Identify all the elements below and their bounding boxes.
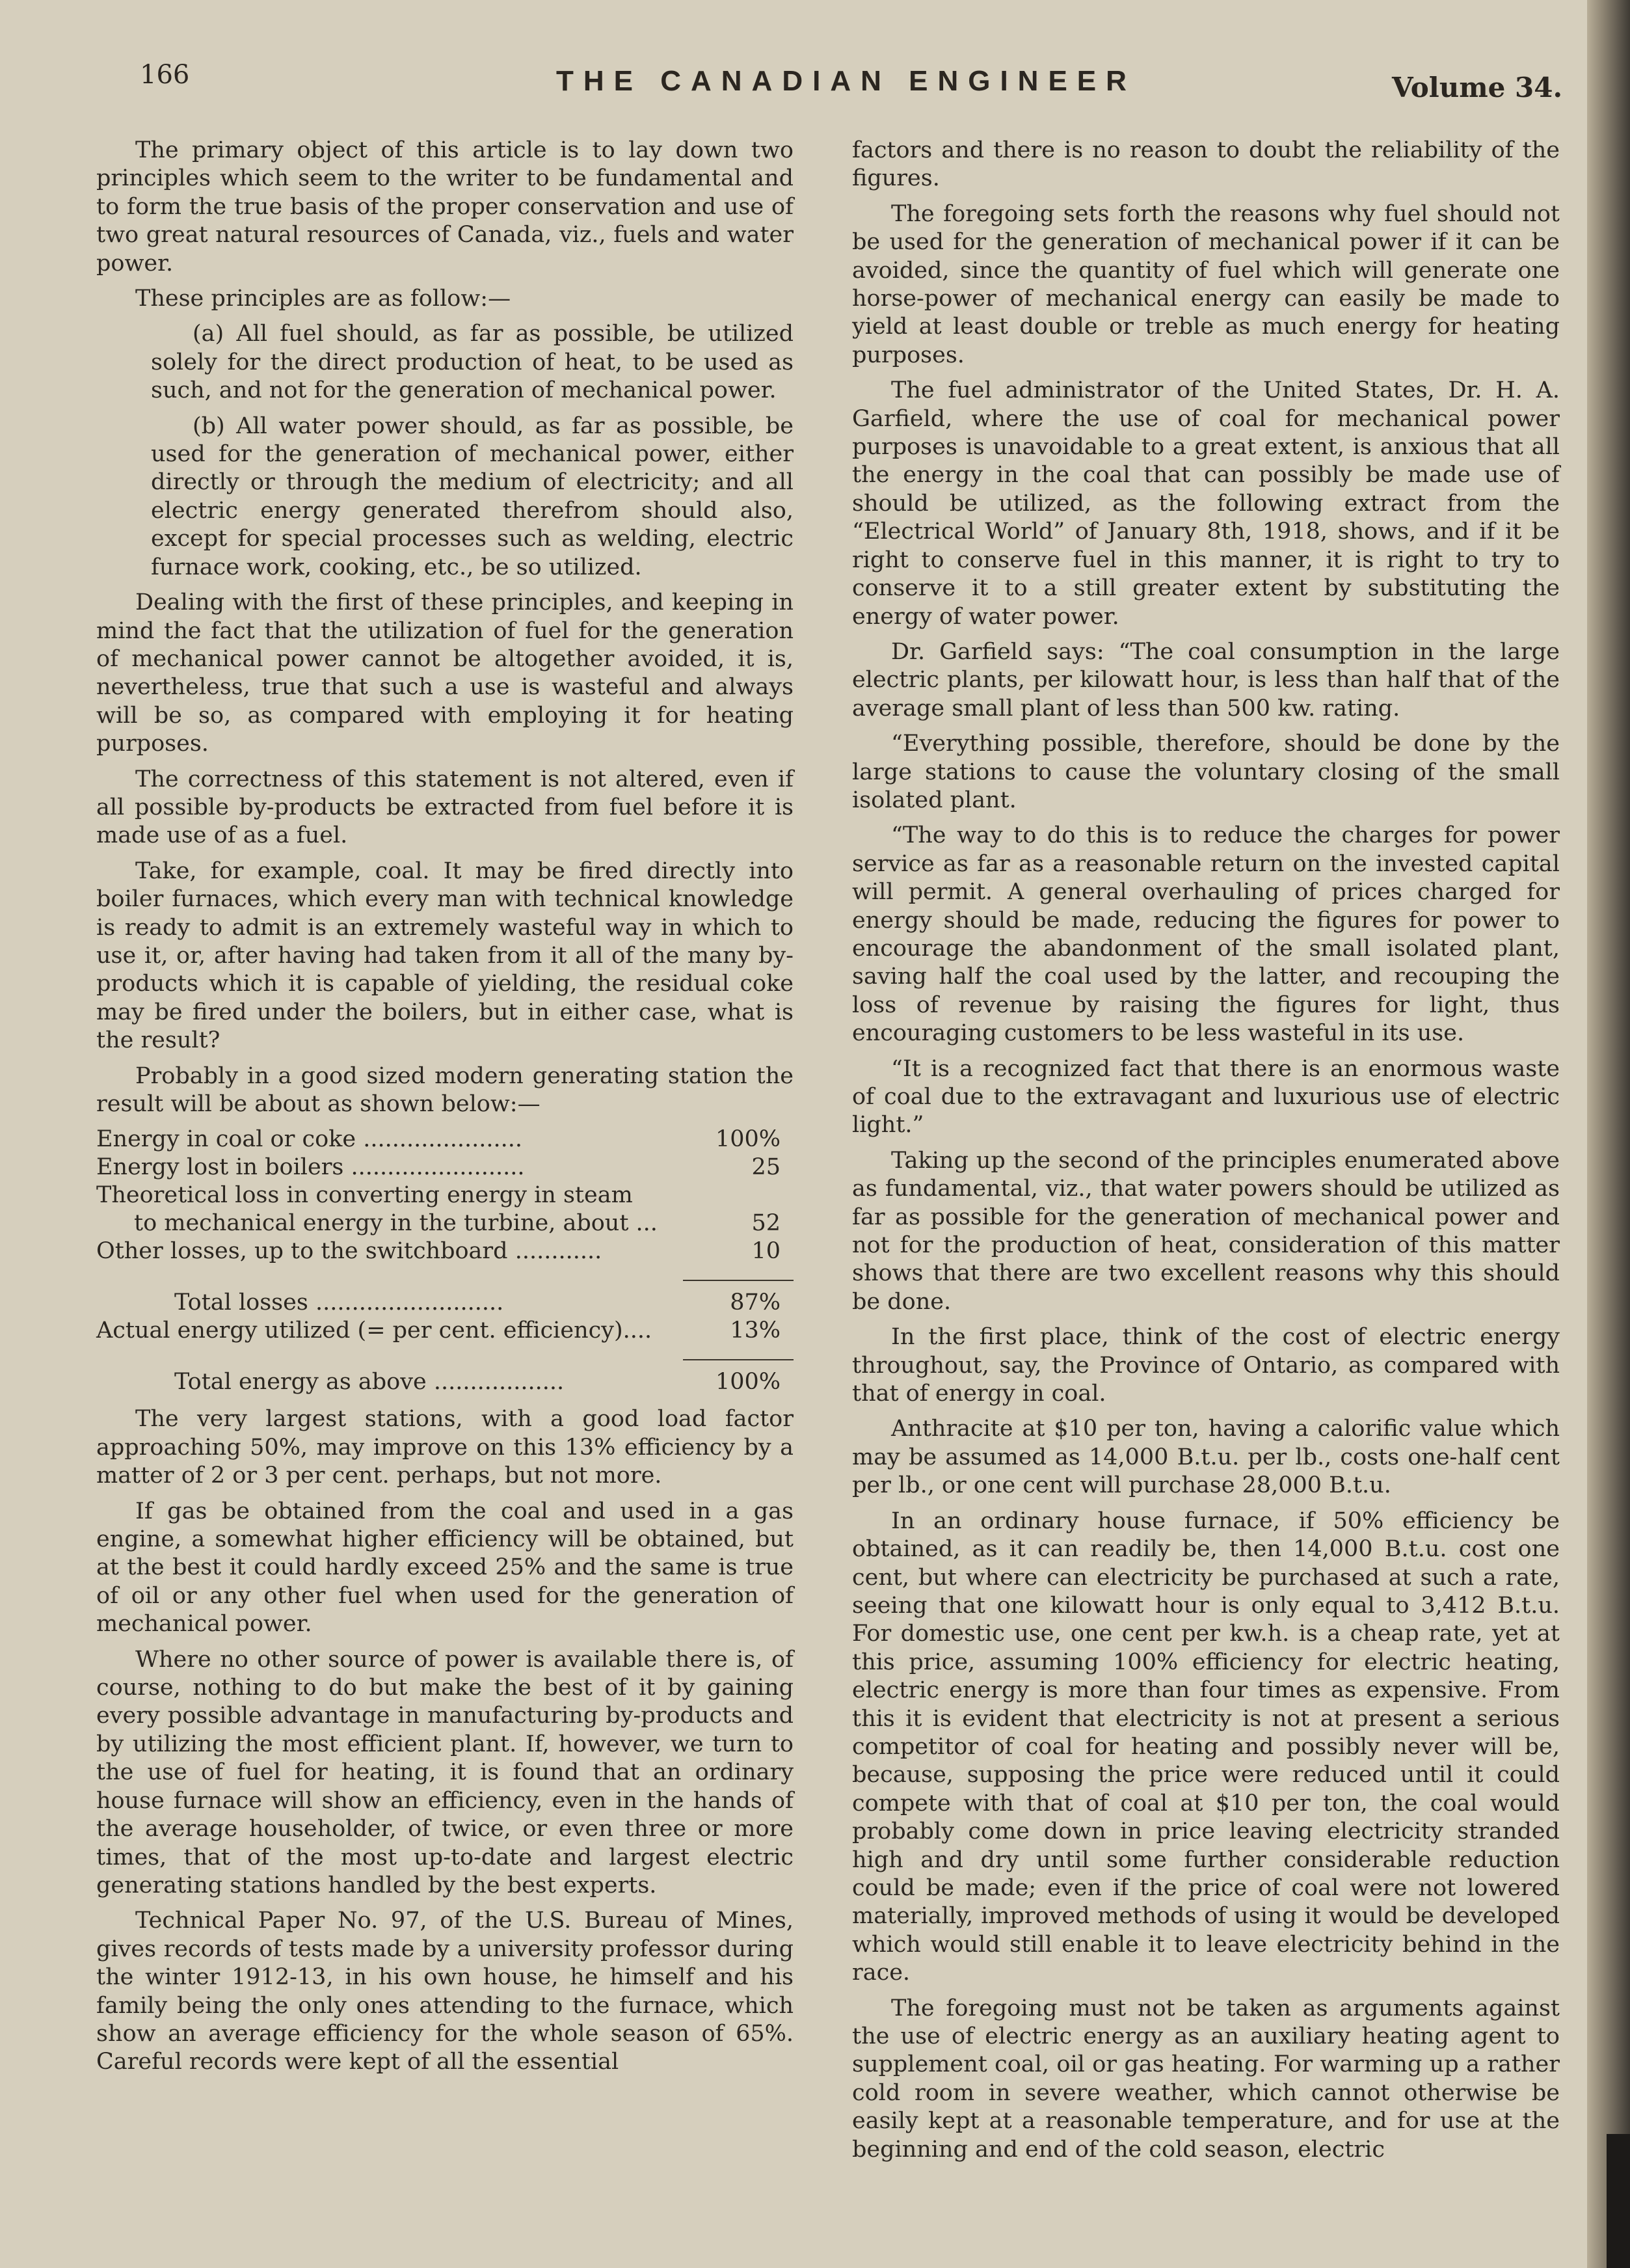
table-row xyxy=(96,1289,794,1317)
table-row xyxy=(96,1368,794,1396)
paragraph: The primary object of this article is to lay down two principles which seem to the writer to be fundamental and to form the true basis of the proper conservation and use of two great natural resources of Canada, viz., fuels and water power. xyxy=(96,137,794,277)
table-value: 100% xyxy=(715,1369,781,1396)
paragraph: Taking up the second of the principles enumerated above as fundamental, viz., that water powers should be utilized as far as possible for the generation of mechanical power and not for the production of heat, consideration of this matter shows that there are two excellent reasons why this should be done. xyxy=(852,1147,1560,1315)
table-label: Total energy as above .................. xyxy=(174,1369,565,1396)
table-divider xyxy=(96,1265,794,1280)
principle-a: (a) All fuel should, as far as possible, be utilized solely for the direct production of heat, to be used as such, and not for the generation of mechanical power. xyxy=(151,321,794,404)
paragraph: The foregoing sets forth the reasons why fuel should not be used for the generation of mechanical power if it can be avoided, since the quantity of fuel which will generate one horse-power of mechanical energy can easily be made to yield at least double or treble as much energy for heating purposes. xyxy=(852,200,1560,368)
paragraph: “The way to do this is to reduce the charges for power service as far as a reasonable return on the invested capital will permit. A general overhauling of prices charged for energy should be made, reducing the figures for power to encourage the abandonment of the small isolated plant, saving half the coal used by the latter, and recouping the loss of revenue by raising the figures for light, thus encouraging customers to be less wasteful in its use. xyxy=(852,822,1560,1047)
table-label: Theoretical loss in converting energy in steam xyxy=(96,1182,633,1209)
paragraph: In the first place, think of the cost of electric energy throughout, say, the Province of Ontario, as compared with that of energy in coal. xyxy=(852,1324,1560,1407)
table-row xyxy=(96,1237,794,1265)
paragraph: factors and there is no reason to doubt the reliability of the figures. xyxy=(852,137,1560,192)
paragraph: “It is a recognized fact that there is an enormous waste of coal due to the extravagant and luxurious use of electric light.” xyxy=(852,1055,1560,1139)
table-value: 52 xyxy=(751,1210,781,1237)
page-number: 166 xyxy=(140,60,190,90)
journal-title: THE CANADIAN ENGINEER xyxy=(556,65,1136,97)
table-label: Actual energy utilized (= per cent. efficiency).... xyxy=(96,1317,652,1344)
table-row xyxy=(96,1154,794,1181)
table-value: 87% xyxy=(730,1289,781,1316)
table-value: 13% xyxy=(730,1317,781,1344)
table-row xyxy=(96,1181,794,1209)
paragraph: “Everything possible, therefore, should be done by the large stations to cause the voluntary closing of the small isolated plant. xyxy=(852,731,1560,813)
left-column xyxy=(96,137,794,2084)
table-divider xyxy=(96,1345,794,1360)
table-row xyxy=(96,1209,794,1237)
paragraph: Where no other source of power is available there is, of course, nothing to do but make the best of it by gaining every possible advantage in manufacturing by-products and by utilizing the most efficient plant. If, however, we turn to the use of fuel for heating, it is found that an ordinary house furnace will show an efficiency, even in the hands of the average householder, of twice, or even three or more times, that of the most up-to-date and largest electric generating stations handled by the best experts. xyxy=(96,1646,794,1898)
table-label: Total losses .......................... xyxy=(174,1289,504,1316)
table-label: Other losses, up to the switchboard ............ xyxy=(96,1238,602,1265)
paragraph: The fuel administrator of the United States, Dr. H. A. Garfield, where the use of coal for mechanical power purposes is unavoidable to a great extent, is anxious that all the energy in the coal that can possibly be made use of should be utilized, as the following extract from the “Electrical World” of January 8th, 1918, shows, and if it be right to conserve fuel in this manner, it is right to try to conserve it to a still greater extent by substituting the energy of water power. xyxy=(852,377,1560,630)
table-row xyxy=(96,1317,794,1345)
paragraph: Anthracite at $10 per ton, having a calorific value which may be assumed as 14,000 B.t.u. per lb., costs one-half cent per lb., or one cent will purchase 28,000 B.t.u. xyxy=(852,1416,1560,1499)
paragraph: The foregoing must not be taken as arguments against the use of electric energy as an auxiliary heating agent to supplement coal, oil or gas heating. For warming up a rather cold room in severe weather, which cannot otherwise be easily kept at a reasonable temperature, and for use at the beginning and end of the cold season, electric xyxy=(852,1995,1560,2163)
paragraph: Probably in a good sized modern generating station the result will be about as shown below:— xyxy=(96,1062,794,1117)
paragraph: Dealing with the first of these principles, and keeping in mind the fact that the utilization of fuel for the generation of mechanical power cannot be altogether avoided, it is, nevertheless, true that such a use is wasteful and always will be so, as compared with employing it for heating purposes. xyxy=(96,589,794,757)
principle-b: (b) All water power should, as far as possible, be used for the generation of mechanical power, either directly or through the medium of electricity; and all electric energy generated therefrom should also, except for special processes such as welding, electric furnace work, cooking, etc., be so utilized. xyxy=(151,412,794,580)
table-label: Energy lost in boilers ........................ xyxy=(96,1154,525,1181)
paragraph: The very largest stations, with a good load factor approaching 50%, may improve on this 13% efficiency by a matter of 2 or 3 per cent. perhaps, but not more. xyxy=(96,1406,794,1489)
paragraph: In an ordinary house furnace, if 50% efficiency be obtained, as it can readily be, then 14,000 B.t.u. cost one cent, but where can electricity be purchased at such a rate, seeing that one kilowatt hour is only equal to 3,412 B.t.u. For domestic use, one cent per kw.h. is a cheap rate, yet at this price, assuming 100% efficiency for electric heating, electric energy is more than four times as expensive. From this it is evident that electricity is not at present a serious competitor of coal for heating and possibly never will be, because, supposing the price were reduced until it could compete with that of coal at $10 per ton, the coal would probably come down in price leaving electricity stranded high and dry until some further considerable reduction could be made; even if the price of coal were not lowered materially, improved methods of using it would be developed which would still enable it to leave electricity behind in the race. xyxy=(852,1507,1560,1986)
table-label: Energy in coal or coke ...................... xyxy=(96,1126,522,1153)
paragraph: These principles are as follow:— xyxy=(135,286,511,312)
table-row xyxy=(96,1126,794,1154)
binding-shadow xyxy=(1607,2134,1630,2268)
table-label: to mechanical energy in the turbine, about ... xyxy=(134,1210,658,1237)
paragraph: Dr. Garfield says: “The coal consumption in the large electric plants, per kilowatt hour, is less than half that of the average small plant of less than 500 kw. rating. xyxy=(852,638,1560,722)
paragraph: If gas be obtained from the coal and used in a gas engine, a somewhat higher efficiency will be obtained, but at the best it could hardly exceed 25% and the same is true of oil or any other fuel when used for the generation of mechanical power. xyxy=(96,1498,794,1638)
right-column xyxy=(852,137,1560,2171)
paragraph: Technical Paper No. 97, of the U.S. Bureau of Mines, gives records of tests made by a university professor during the winter 1912-13, in his own house, he himself and his family being the only ones attending to the furnace, which show an average efficiency for the whole season of 65%. Careful records were kept of all the essential xyxy=(96,1908,794,2075)
table-value: 100% xyxy=(715,1126,781,1153)
table-value: 10 xyxy=(751,1238,781,1265)
paragraph: Take, for example, coal. It may be fired directly into boiler furnaces, which every man with technical knowledge is ready to admit is an extremely wasteful way in which to use it, or, after having had taken from it all of the many by-products which it is capable of yielding, the residual coke may be fired under the boilers, but in either case, what is the result? xyxy=(96,857,794,1054)
paragraph: The correctness of this statement is not altered, even if all possible by-products be extracted from fuel before it is made use of as a fuel. xyxy=(96,766,794,849)
energy-loss-table xyxy=(96,1126,794,1396)
table-value: 25 xyxy=(751,1154,781,1181)
page-edge xyxy=(1587,0,1630,2268)
volume-label: Volume 34. xyxy=(1392,72,1563,103)
